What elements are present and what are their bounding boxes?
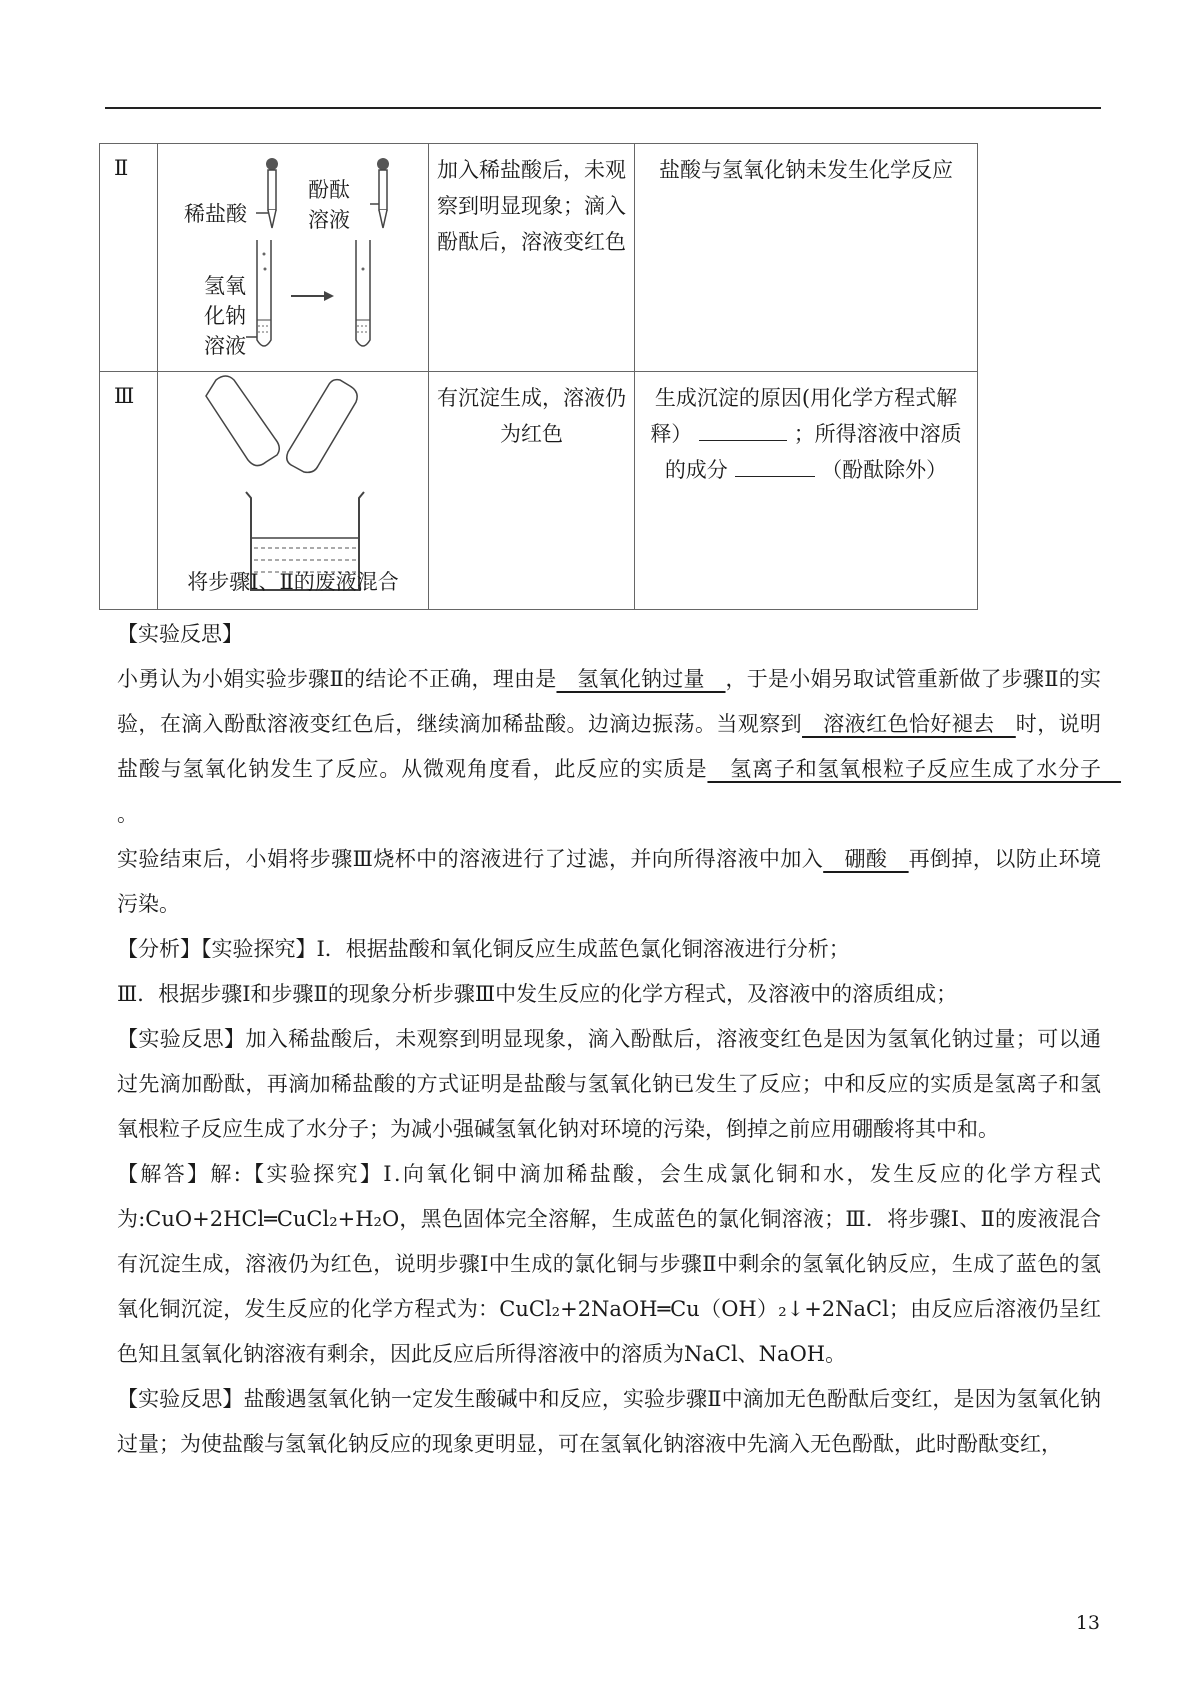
label-naoh-2: 化钠 — [204, 304, 246, 328]
text-run: ，于是小娟另取试管重新做了步骤Ⅱ的实验，在滴入酚酞溶液变红色后，继续滴加稀盐酸。边滴边振荡。当观察到 — [117, 667, 1101, 736]
dropper-test-tube-illustration — [158, 144, 428, 370]
table-row — [100, 144, 978, 372]
body-text — [117, 612, 1122, 1467]
paragraph: 【分析】【实验探究】Ⅰ．根据盐酸和氧化铜反应生成蓝色氯化铜溶液进行分析； — [117, 937, 850, 961]
answer-blank — [699, 418, 787, 441]
header-rule — [105, 107, 1101, 109]
label-naoh-3: 溶液 — [204, 334, 246, 358]
text-run: 小勇认为小娟实验步骤Ⅱ的结论不正确，理由是 — [117, 667, 557, 691]
figure-cell — [158, 372, 429, 610]
text-run: 时，说明盐酸与氢氧化钠发生了反应。从微观角度看，此反应的实质是 — [117, 712, 1102, 781]
answer-text: 硼酸 — [823, 847, 909, 871]
text-run: 。 — [117, 802, 138, 826]
paragraph — [117, 837, 1101, 927]
paragraph: 【实验反思】加入稀盐酸后，未观察到明显现象，滴入酚酞后，溶液变红色是因为氢氧化钠过量；可以通过先滴加酚酞，再滴加稀盐酸的方式证明是盐酸与氢氧化钠已发生了反应；中和反应的实质是氢离子和氢氧根粒子反应生成了水分子；为减小强碱氢氧化钠对环境的污染，倒掉之前应用硼酸将其中和。 — [117, 1027, 1101, 1141]
paragraph: 【实验反思】盐酸遇氢氧化钠一定发生酸碱中和反应，实验步骤Ⅱ中滴加无色酚酞后变红，是因为氢氧化钠过量；为使盐酸与氢氧化钠反应的现象更明显，可在氢氧化钠溶液中先滴入无色酚酞，此时酚酞变红， — [117, 1387, 1101, 1456]
paragraph — [117, 657, 1122, 837]
step-label: Ⅲ — [100, 372, 158, 610]
label-phenolphthalein: 酚酞 — [308, 178, 350, 202]
conclusion-cell: 盐酸与氢氧化钠未发生化学反应 — [635, 144, 978, 372]
text-run: 实验结束后，小娟将步骤Ⅲ烧杯中的溶液进行了过滤，并向所得溶液中加入 — [117, 847, 824, 871]
figure-cell — [158, 144, 429, 372]
label-naoh-1: 氢氧 — [204, 274, 246, 298]
figure-caption: 将步骤Ⅰ、Ⅱ的废液混合 — [187, 570, 399, 594]
conclusion-text-2: ；所得溶液中溶质的成分 — [664, 422, 962, 482]
step2-figure — [158, 144, 428, 370]
observation-cell: 有沉淀生成，溶液仍为红色 — [429, 372, 635, 610]
step3-figure — [158, 372, 428, 608]
answer-text: 溶液红色恰好褪去 — [802, 712, 1016, 736]
answer-blank — [735, 454, 815, 477]
observation-cell: 加入稀盐酸后，未观察到明显现象；滴入酚酞后，溶液变红色 — [429, 144, 635, 372]
step-label: Ⅱ — [100, 144, 158, 372]
answer-text: 氢氧化钠过量 — [556, 667, 726, 691]
label-hcl: 稀盐酸 — [184, 202, 247, 226]
label-phenolphthalein-solution: 溶液 — [308, 208, 350, 232]
section-heading: 【实验反思】 — [117, 622, 243, 646]
answer-text: 氢离子和氢氧根粒子反应生成了水分子 — [707, 757, 1122, 781]
conclusion-cell — [635, 372, 978, 610]
table-row — [100, 372, 978, 610]
conclusion-text-1: 生成沉淀的原因(用化学方程式解释） — [650, 386, 958, 446]
experiment-table — [99, 143, 978, 610]
paragraph: 【解答】解:【实验探究】Ⅰ.向氧化铜中滴加稀盐酸，会生成氯化铜和水，发生反应的化学方程式为:CuO+2HCl═CuCl₂+H₂O，黑色固体完全溶解，生成蓝色的氯化铜溶液；Ⅲ．将步骤Ⅰ、Ⅱ的废液混合有沉淀生成，溶液仍为红色，说明步骤Ⅰ中生成的氯化铜与步骤Ⅱ中剩余的氢氧化钠反应，生成了蓝色的氢氧化铜沉淀，发生反应的化学方程式为：CuCl₂+2NaOH═Cu（OH）₂↓+2NaCl；由反应后溶液仍呈红色知且氢氧化钠溶液有剩余，因此反应后所得溶液中的溶质为NaCl、NaOH。 — [117, 1162, 1101, 1366]
conclusion-text-3: （酚酞除外） — [821, 458, 948, 482]
text-run: 再倒掉，以防止环境污染。 — [117, 847, 1102, 916]
paragraph: Ⅲ．根据步骤Ⅰ和步骤Ⅱ的现象分析步骤Ⅲ中发生反应的化学方程式，及溶液中的溶质组成； — [117, 982, 958, 1006]
page-number: 13 — [1075, 1612, 1100, 1634]
